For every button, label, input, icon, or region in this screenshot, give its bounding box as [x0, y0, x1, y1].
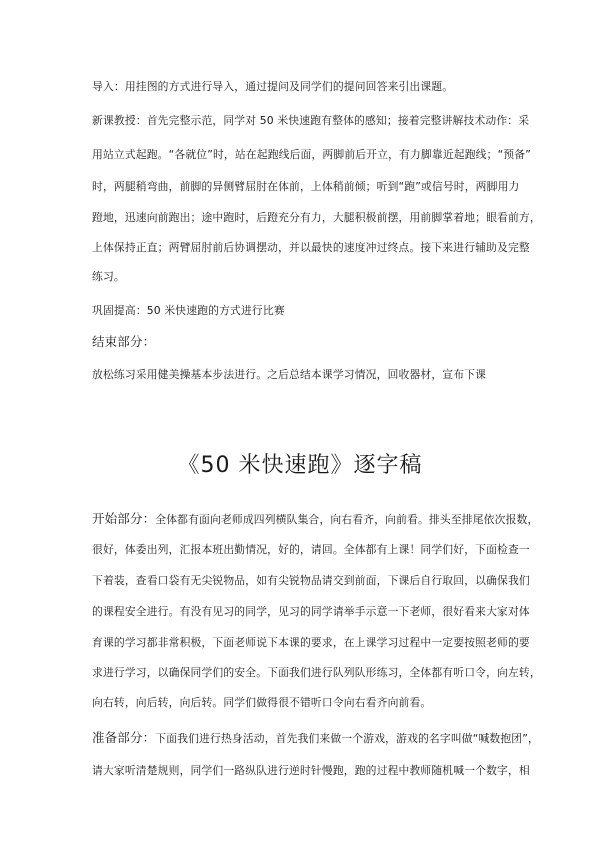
opening-line: 求进行学习，以确保同学们的安全。下面我们进行队列队形练习，全体都有听口令，向左转， [92, 666, 541, 679]
opening-line: 的课程安全进行。有没有见习的同学，见习的同学请举手示意一下老师，很好看来大家对体 [92, 605, 530, 618]
opening-line: 下着装，查看口袋有无尖锐物品，如有尖锐物品请交到前面，下课后自行取回，以确保我们 [92, 574, 530, 587]
new-lesson-line: 用站立式起跑。“各就位”时，站在起跑线后面，两脚前后开立，有力脚靠近起跑线；“预备” [92, 148, 531, 161]
prep-heading: 准备部分： [92, 730, 156, 745]
new-lesson-line: 新课教授：首先完整示范，同学对 50 米快速跑有整体的感知；接着完整讲解技术动作：采 [92, 114, 530, 127]
prep-line: 请大家听清楚规则，同学们一路纵队进行逆时针慢跑，跑的过程中教师随机喊一个数字，相 [92, 764, 530, 777]
opening-heading: 开始部分： [92, 511, 156, 526]
document-title: 《50 米快速跑》逐字稿 [177, 453, 423, 478]
ending-heading: 结束部分： [92, 334, 156, 349]
new-lesson-line: 蹬地，迅速向前跑出；途中跑时，后蹬充分有力，大腿积极前摆，用前脚掌着地；眼看前方， [92, 211, 541, 224]
opening-line: 很好，体委出列，汇报本班出勤情况，好的，请回。全体都有上课！同学们好，下面检查一 [92, 543, 530, 556]
opening-line: 开始部分：全体都有面向老师成四列横队集合，向右看齐，向前看。排头至排尾依次报数， [92, 511, 539, 526]
new-lesson-line: 时，两腿稍弯曲，前脚的异侧臂屈肘在体前，上体稍前倾；听到“跑”或信号时，两脚用力 [92, 180, 520, 193]
prep-line: 准备部分：下面我们进行热身活动，首先我们来做一个游戏，游戏的名字叫做“喊数抱团”， [92, 730, 539, 745]
opening-line: 育课的学习都非常积极，下面老师说下本课的要求，在上课学习过程中一定要按照老师的要 [92, 636, 530, 649]
consolidate-paragraph: 巩固提高：50 米快速跑的方式进行比赛 [92, 304, 285, 317]
new-lesson-line: 上体保持正直；两臂屈肘前后协调摆动，并以最快的速度冲过终点。接下来进行辅助及完整 [92, 241, 530, 254]
new-lesson-line: 练习。 [92, 270, 125, 283]
ending-paragraph: 放松练习采用健美操基本步法进行。之后总结本课学习情况，回收器材，宣布下课 [92, 368, 487, 381]
opening-line: 向右转，向后转，向后转。同学们做得很不错听口令向右看齐向前看。 [92, 696, 432, 709]
intro-paragraph: 导入：用挂图的方式进行导入，通过提问及同学们的提问回答来引出课题。 [92, 80, 454, 93]
